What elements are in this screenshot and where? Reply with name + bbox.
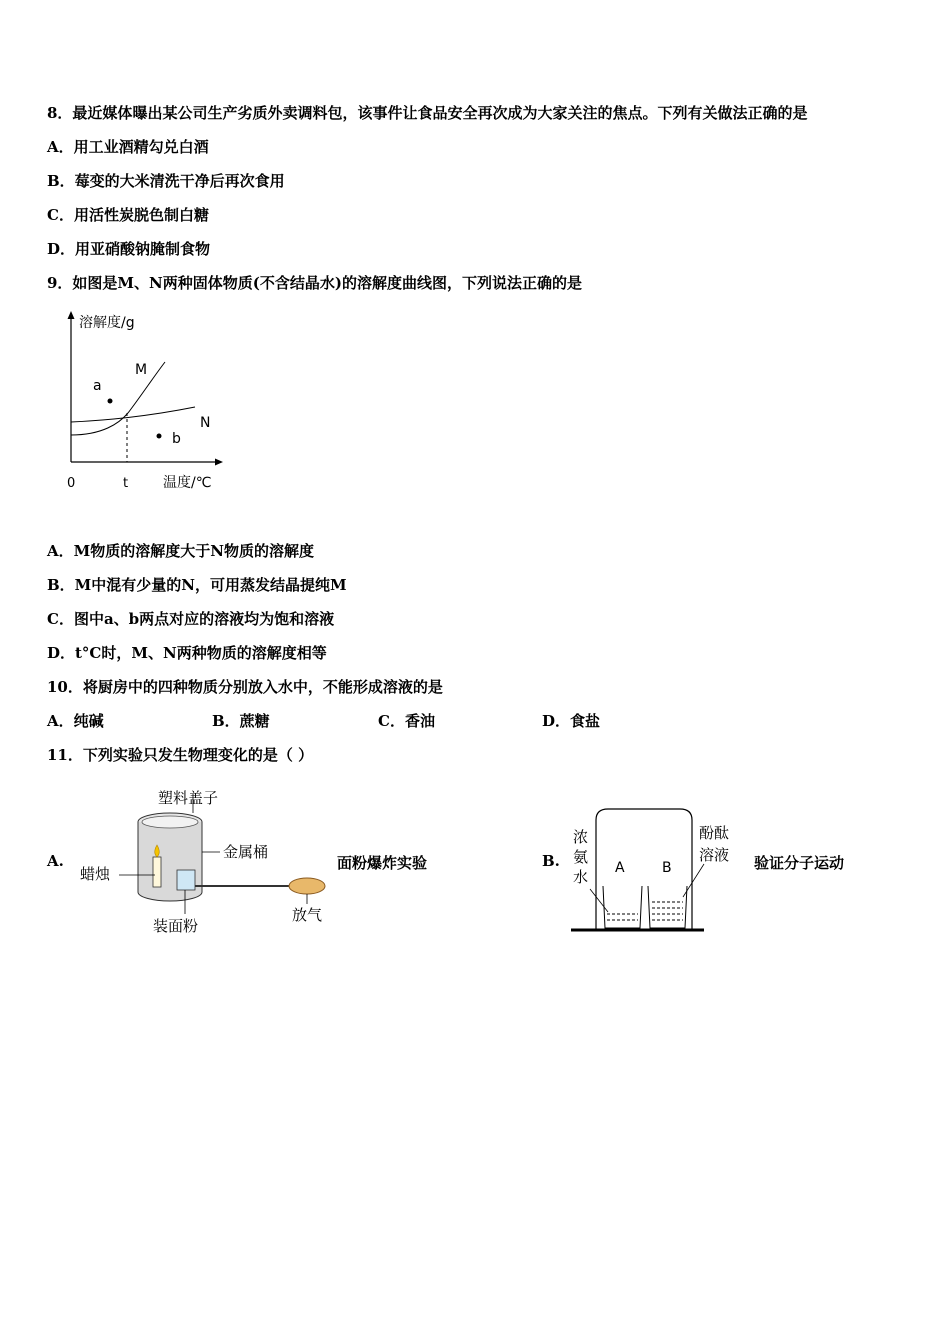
q10-option-c: C．香油 [378,712,435,730]
beaker-b-label: B [662,860,672,876]
candle [153,857,161,887]
candle-label: 蜡烛 [80,865,111,883]
point-a [108,399,113,404]
lid-label: 塑料盖子 [158,789,219,807]
point-b-label: b [172,431,181,447]
q10-stem: 10．将厨房中的四种物质分别放入水中，不能形成溶液的是 [47,678,443,696]
bucket-inner-top [142,816,198,828]
q10-option-b: B．蔗糖 [212,712,270,730]
origin-label: 0 [67,476,76,491]
phenol-label-1: 酚酞 [699,824,730,842]
beaker-b [648,886,687,928]
q8-option-c: C．用活性炭脱色制白糖 [47,206,209,224]
flour-explosion-figure [75,782,340,942]
q8-option-d: D．用亚硝酸钠腌制食物 [47,240,211,258]
curve-m [71,362,165,435]
flour-container [177,870,195,890]
q11-option-b-caption: 验证分子运动 [754,854,845,872]
q9-option-d: D．t°C时，M、N两种物质的溶解度相等 [47,644,327,662]
t-label: t [123,476,129,491]
q11-stem: 11．下列实验只发生物理变化的是（ ） [47,746,314,764]
solubility-curve-figure [55,305,235,500]
phenol-label-2: 溶液 [699,846,730,864]
molecular-motion-figure [568,802,748,937]
q8-option-a: A．用工业酒精勾兑白酒 [47,138,209,156]
q11-option-a-letter: A. [47,852,64,870]
blow-label: 放气 [292,906,323,924]
q11-option-a-caption: 面粉爆炸实验 [337,854,428,872]
q8-option-b: B．莓变的大米清洗干净后再次食用 [47,172,285,190]
q9-option-b: B．M中混有少量的N，可用蒸发结晶提纯M [47,576,347,594]
ammonia-label-1: 浓 [573,828,589,846]
flour-label: 装面粉 [153,917,199,935]
q9-stem: 9．如图是M、N两种固体物质(不含结晶水)的溶解度曲线图，下列说法正确的是 [47,274,582,292]
curve-m-label: M [135,362,148,378]
q9-option-a: A．M物质的溶解度大于N物质的溶解度 [47,542,314,560]
q11-option-b-letter: B. [542,852,560,870]
curve-n-label: N [200,415,211,431]
bell-jar [596,809,692,930]
beaker-a-label: A [615,860,625,876]
ammonia-label-3: 水 [573,868,589,886]
beaker-a [603,886,642,928]
curve-n [71,407,195,422]
x-axis-arrow [215,459,223,466]
x-axis-label: 温度/℃ [163,475,212,491]
y-axis-arrow [68,311,75,319]
q10-option-d: D．食盐 [542,712,601,730]
y-axis-label: 溶解度/g [79,315,135,331]
ammonia-label-2: 氨 [573,848,589,866]
point-b [157,434,162,439]
bucket-label: 金属桶 [223,843,269,861]
air-bulb [289,878,325,894]
point-a-label: a [93,378,102,394]
q10-option-a: A．纯碱 [47,712,104,730]
q8-stem: 8．最近媒体曝出某公司生产劣质外卖调料包，该事件让食品安全再次成为大家关注的焦点。下列有关做法正确的是 [47,104,808,122]
q9-option-c: C．图中a、b两点对应的溶液均为饱和溶液 [47,610,335,628]
